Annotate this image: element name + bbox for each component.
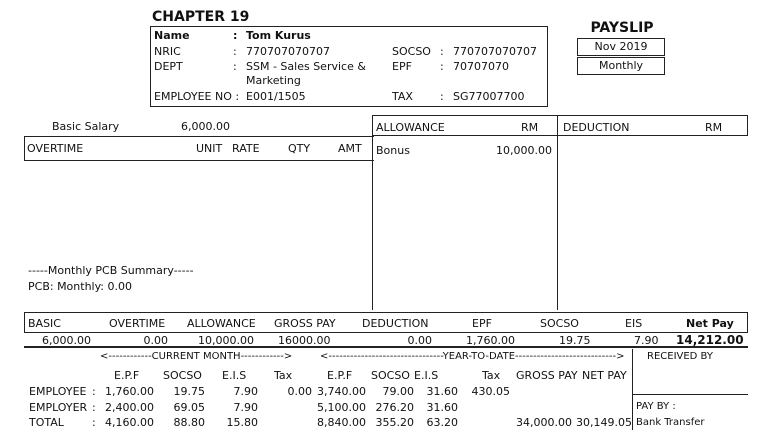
deduction-divider [557,115,558,310]
row-employee-ytd-tax: 430.05 [471,385,510,398]
amt-header: AMT [338,142,362,155]
pcb-summary-heading: -----Monthly PCB Summary----- [28,264,194,277]
col-ytd-epf: E.P.F [327,369,353,382]
pay-by-label: PAY BY : [636,401,676,412]
col-epf: E.P.F [114,369,140,382]
row-employer-ytd-socso: 276.20 [375,401,414,414]
epf-value: 70707070 [453,60,509,73]
name-sep: : [233,29,238,42]
row-employee-socso: 19.75 [173,385,205,398]
allowance-rm-header: RM [521,121,539,134]
employee-no-label: EMPLOYEE NO : [154,90,240,103]
receipt-rule [632,394,748,395]
row-employee-sep: : [92,385,96,398]
overtime-header-left [24,136,25,160]
row-employer-ytd-eis: 31.60 [426,401,458,414]
nric-sep: : [233,45,237,58]
allowance-left-border [372,136,373,310]
row-total-ytd-socso: 355.20 [375,416,414,429]
summary-basic-header: BASIC [28,317,61,330]
summary-basic-value: 6,000.00 [42,334,91,347]
row-total-ytd-epf: 8,840.00 [317,416,366,429]
col-socso: SOCSO [163,369,202,382]
pcb-monthly-line: PCB: Monthly: 0.00 [28,280,133,293]
socso-value: 770707070707 [453,45,537,58]
pay-method: Bank Transfer [636,417,705,428]
dept-value-line1: SSM - Sales Service & [246,60,366,73]
col-gross-pay: GROSS PAY [516,369,578,382]
receipt-divider [632,349,633,430]
col-ytd-socso: SOCSO [371,369,410,382]
dept-label: DEPT [154,60,183,73]
summary-deduction-header: DEDUCTION [362,317,429,330]
dept-sep: : [233,60,237,73]
unit-header: UNIT [196,142,223,155]
summary-overtime-value: 0.00 [143,334,168,347]
employee-no-value: E001/1505 [246,90,306,103]
col-eis: E.I.S [222,369,247,382]
col-tax: Tax [274,369,293,382]
row-total-epf: 4,160.00 [105,416,154,429]
pay-frequency: Monthly [577,57,665,75]
overtime-header: OVERTIME [27,142,84,155]
summary-eis-value: 7.90 [634,334,659,347]
epf-label: EPF [392,60,412,73]
summary-eis-header: EIS [625,317,643,330]
name-label: Name [154,29,190,42]
overtime-header-top [24,136,374,137]
row-employer-epf: 2,400.00 [105,401,154,414]
summary-allowance-value: 10,000.00 [198,334,254,347]
basic-salary-label: Basic Salary [52,120,120,133]
row-employee-eis: 7.90 [233,385,258,398]
received-by-label: RECEIVED BY [647,351,713,362]
col-ytd-tax: Tax [482,369,501,382]
nric-value: 770707070707 [246,45,330,58]
row-total-socso: 88.80 [173,416,205,429]
chapter-title: CHAPTER 19 [152,9,250,25]
rate-header: RATE [232,142,260,155]
tax-label: TAX [392,90,413,103]
row-employee-ytd-socso: 79.00 [382,385,414,398]
summary-overtime-header: OVERTIME [109,317,166,330]
summary-socso-value: 19.75 [559,334,591,347]
row-total-label: TOTAL [29,416,64,429]
row-total-net-pay: 30,149.05 [576,416,632,429]
row-total-gross-pay: 34,000.00 [516,416,572,429]
tax-sep: : [440,90,444,103]
deduction-header: DEDUCTION [563,121,630,134]
row-total-sep: : [92,416,96,429]
current-month-header: <------------CURRENT MONTH------------> [100,351,293,362]
row-employee-tax: 0.00 [287,385,312,398]
row-employer-socso: 69.05 [173,401,205,414]
pay-period: Nov 2019 [577,38,665,56]
row-employer-sep: : [92,401,96,414]
overtime-header-bottom [24,160,374,161]
summary-deduction-value: 0.00 [407,334,432,347]
employee-name: Tom Kurus [246,29,311,42]
ytd-header: <--------------------------------YEAR-TO-DATE----------------------------> [320,351,625,362]
summary-socso-header: SOCSO [540,317,579,330]
summary-allowance-header: ALLOWANCE [187,317,256,330]
basic-salary-value: 6,000.00 [181,120,230,133]
row-employee-label: EMPLOYEE [29,385,87,398]
row-total-eis: 15.80 [226,416,258,429]
summary-netpay-value: 14,212.00 [676,333,744,347]
row-employee-ytd-epf: 3,740.00 [317,385,366,398]
row-employer-eis: 7.90 [233,401,258,414]
row-employer-label: EMPLOYER [29,401,88,414]
socso-sep: : [440,45,444,58]
row-employer-ytd-epf: 5,100.00 [317,401,366,414]
summary-grosspay-header: GROSS PAY [274,317,336,330]
nric-label: NRIC [154,45,181,58]
col-net-pay: NET PAY [582,369,627,382]
tax-value: SG77007700 [453,90,525,103]
epf-sep: : [440,60,444,73]
payslip-title: PAYSLIP [590,20,654,36]
summary-netpay-header: Net Pay [686,317,734,330]
col-ytd-eis: E.I.S [414,369,439,382]
summary-epf-value: 1,760.00 [466,334,515,347]
summary-epf-header: EPF [472,317,492,330]
allowance-header: ALLOWANCE [376,121,445,134]
allowance-item-amount: 10,000.00 [496,144,552,157]
dept-value-line2: Marketing [246,74,301,87]
row-employee-ytd-eis: 31.60 [426,385,458,398]
socso-label: SOCSO [392,45,431,58]
row-total-ytd-eis: 63.20 [426,416,458,429]
qty-header: QTY [288,142,311,155]
allowance-item-name: Bonus [376,144,410,157]
deduction-rm-header: RM [705,121,723,134]
summary-grosspay-value: 16000.00 [278,334,331,347]
row-employee-epf: 1,760.00 [105,385,154,398]
summary-bottom-rule [24,346,748,348]
